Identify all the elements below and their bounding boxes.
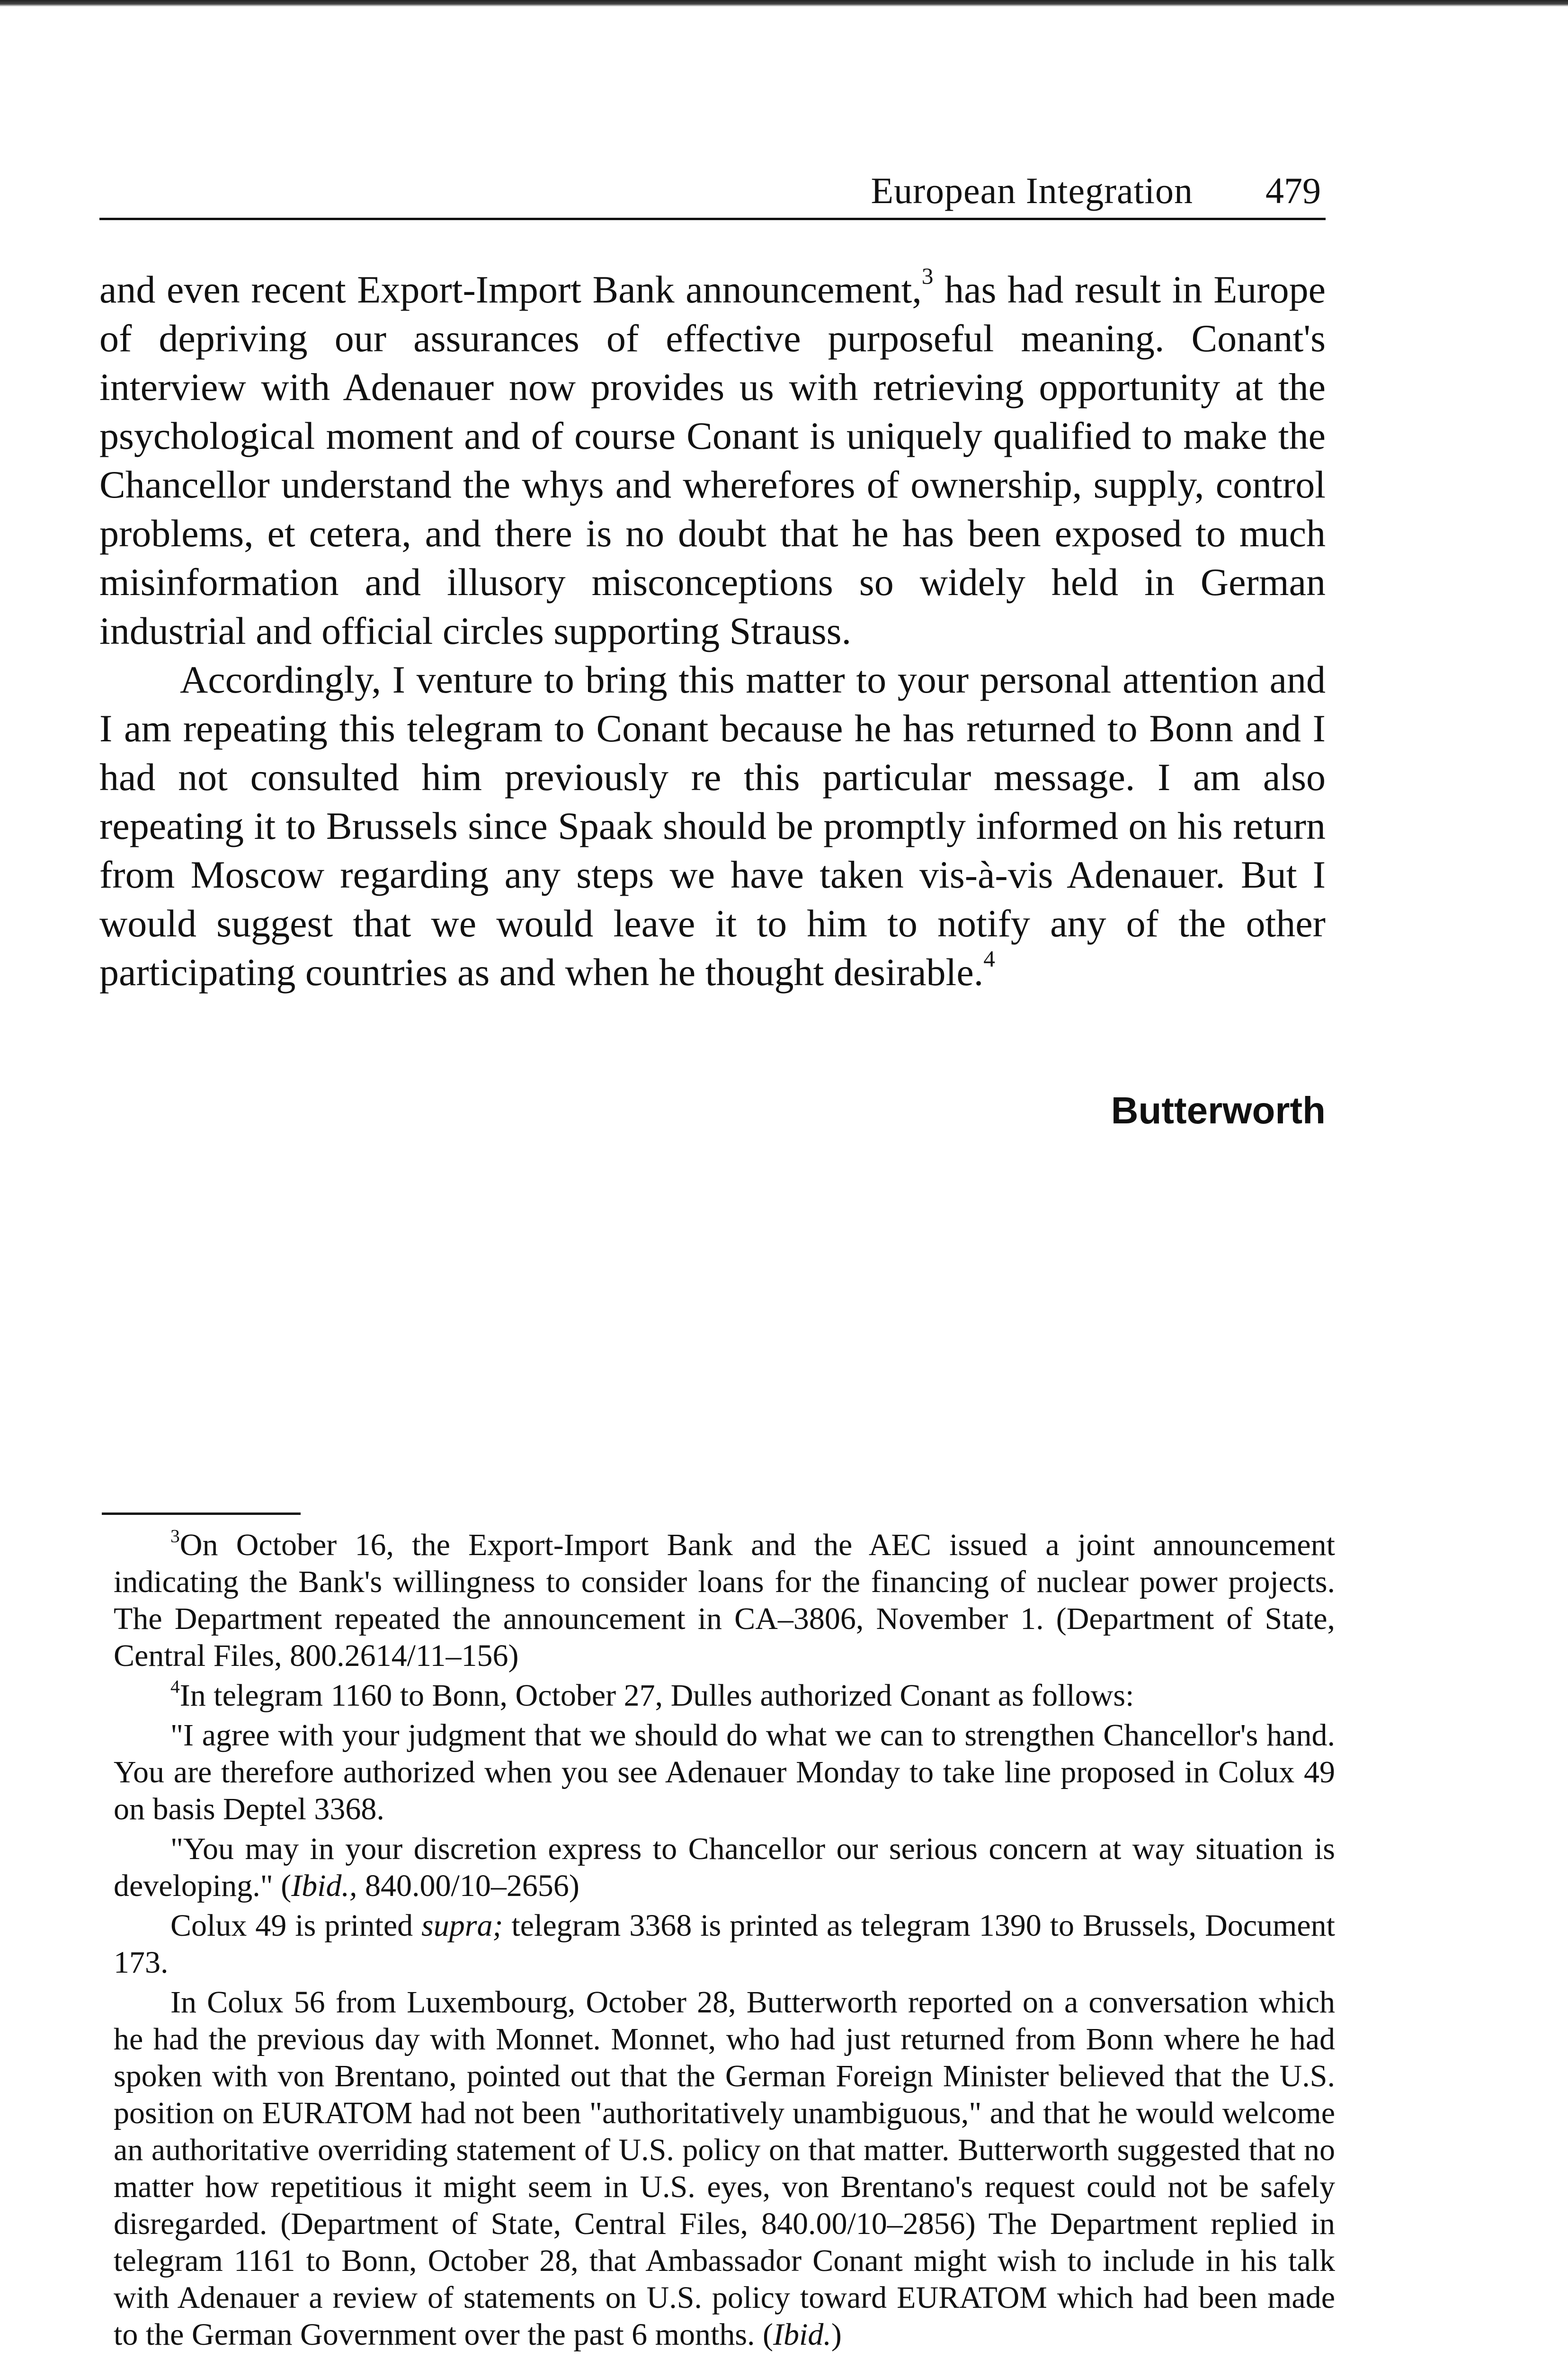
footnote-3	[114, 1527, 1335, 1674]
paragraph-2	[99, 655, 1326, 997]
running-head-title: European Integration	[871, 170, 1193, 211]
footnote-4-mark: 4	[170, 1676, 180, 1697]
quote-2-ref: 840.00/10–2656)	[357, 1869, 579, 1903]
footnote-4	[114, 1677, 1335, 1714]
footnote-3-text: On October 16, the Export-Import Bank and the AEC issued a joint announcement indicating the Bank's willingness to consider loans for the financing of nuclear power projects. The Department repeated the announcement in CA–3806, November 1. (Department of State, Central Files, 800.2614/11–156)	[114, 1528, 1335, 1673]
footnote-ref-3: 3	[921, 263, 934, 289]
colux-supra: supra;	[421, 1908, 503, 1943]
colux-part2: telegram 3368 is printed as telegram 1390 to Brussels, Document 173.	[114, 1908, 1335, 1980]
quote-2-text: "You may in your discretion express to Chancellor our serious concern at way situation is developing." (	[114, 1832, 1335, 1903]
body-text	[99, 265, 1326, 997]
signature: Butterworth	[1111, 1089, 1326, 1131]
final-close: )	[831, 2317, 842, 2352]
running-head	[99, 166, 1326, 220]
final-ibid: Ibid.	[773, 2317, 831, 2352]
quote-2-ibid: Ibid.,	[291, 1869, 357, 1903]
colux-part1: Colux 49 is printed	[170, 1908, 422, 1943]
footnote-4-final	[114, 1984, 1335, 2353]
paragraph-2-text: Accordingly, I venture to bring this matter to your personal attention and I am repeating this telegram to Conant because he has returned to Bonn and I had not consulted him previously re this particular message. I am also repeating it to Brussels since Spaak should be promptly informed on his return from Moscow regarding any steps we have taken vis-à-vis Adenauer. But I would suggest that we would leave it to him to notify any of the other participating countries as and when he thought desirable.	[99, 658, 1326, 994]
paragraph-1	[99, 265, 1326, 655]
page-number: 479	[1265, 170, 1321, 211]
final-text: In Colux 56 from Luxembourg, October 28, Butterworth reported on a conversation which he had the previous day with Monnet. Monnet, who had just returned from Bonn where he had spoken with von Brentano, pointed out that the German Foreign Minister believed that the U.S. position on EURATOM had not been "authoritatively unambiguous," and that he would welcome an authoritative overriding statement of U.S. policy on that matter. Butterworth suggested that no matter how repetitious it might seem in U.S. eyes, von Brentano's request could not be safely disregarded. (Department of State, Central Files, 840.00/10–2856) The Department replied in telegram 1161 to Bonn, October 28, that Ambassador Conant might wish to include in his talk with Adenauer a review of statements on U.S. policy toward EURATOM which had been made to the German Government over the past 6 months. (	[114, 1985, 1335, 2352]
paragraph-1-part2: has had result in Europe of depriving our assurances of effective purposeful meaning. Conant's interview with Adenauer now provides us with retrieving opportunity at the psychological moment and of course Conant is uniquely qualified to make the Chancellor understand the whys and wherefores of ownership, supply, control problems, et cetera, and there is no doubt that he has been exposed to much misinformation and illusory misconceptions so widely held in German industrial and official circles supporting Strauss.	[99, 268, 1326, 652]
footnote-3-mark: 3	[170, 1525, 180, 1547]
footnote-4-text: In telegram 1160 to Bonn, October 27, Dulles authorized Conant as follows:	[179, 1678, 1134, 1713]
footnotes	[114, 1527, 1335, 2356]
page-top-edge	[0, 0, 1568, 7]
footnote-divider	[102, 1513, 301, 1515]
paragraph-1-part1: and even recent Export-Import Bank announcement,	[99, 268, 922, 311]
footnote-ref-4: 4	[983, 945, 995, 972]
footnote-4-quote-2	[114, 1831, 1335, 1904]
footnote-4-colux	[114, 1907, 1335, 1981]
footnote-4-quote-1: "I agree with your judgment that we should do what we can to strengthen Chancellor's hand. You are therefore authorized when you see Adenauer Monday to take line proposed in Colux 49 on basis Deptel 3368.	[114, 1718, 1335, 1826]
